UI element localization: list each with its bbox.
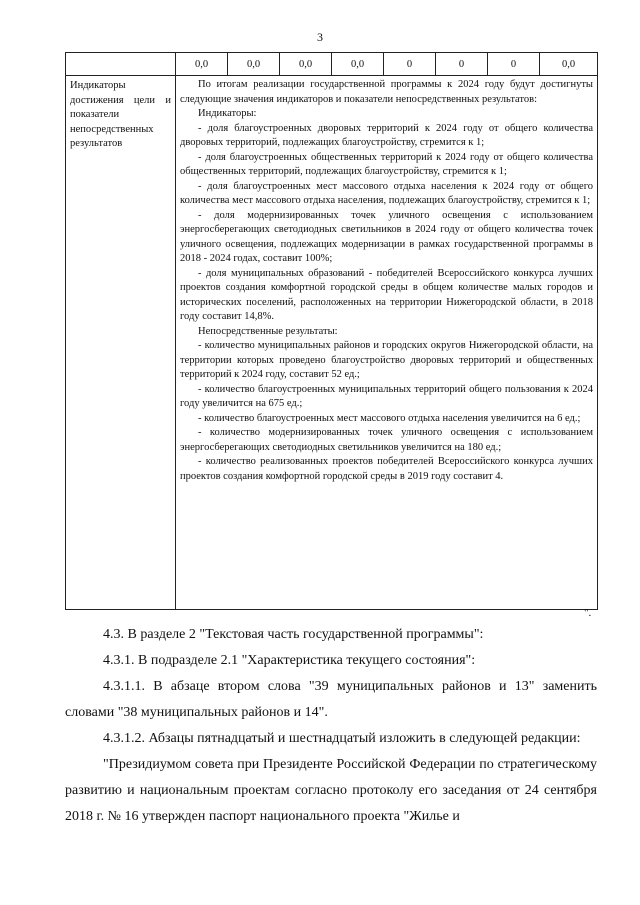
content-bullet: - количество благоустроенных муниципальных территорий общего пользования к 2024 году увеличится на 675 ед.; [180,383,593,409]
indicator-content [176,76,598,610]
page-number: 3 [317,30,323,44]
content-bullet: - доля муниципальных образований - победителей Всероссийского конкурса лучших проектов создания комфортной городской среды в общем количестве малых городов и исторических поселений, расположенных на территории Нижегородской области, в 2018 году составит 14,8%. [180,267,593,322]
body-paragraph: 4.3.1.2. Абзацы пятнадцатый и шестнадцатый изложить в следующей редакции: [103,731,581,746]
content-paragraph: По итогам реализации государственной программы к 2024 году будут достигнуты следующие значения индикаторов и показатели непосредственных результатов: [180,79,593,105]
closing-quote: ". [584,607,592,619]
content-bullet: - доля благоустроенных дворовых территорий к 2024 году от общего количества дворовых территорий, подлежащих благоустройству, стремится к 1; [180,122,593,148]
body-paragraph: 4.3.1. В подразделе 2.1 "Характеристика текущего состояния": [103,653,476,668]
content-bullet: - количество благоустроенных мест массового отдыха населения увеличится на 6 ед.; [198,412,581,424]
table-cell: 0,0 [540,53,598,76]
content-bullet: - количество муниципальных районов и городских округов Нижегородской области, на территории которых проведено благоустройство дворовых территорий и общественных территорий к 2024 году, составит 52 ед.; [180,340,593,380]
body-paragraph: 4.3.1.1. В абзаце втором слова "39 муниципальных районов и 13" заменить словами "38 муниципальных районов и 14". [65,679,597,720]
table-cell: 0 [384,53,436,76]
table-cell-empty [66,53,176,76]
indicator-label: Индикаторы достижения цели и показатели непосредственных результатов [66,76,176,610]
content-subheading: Индикаторы: [198,108,257,119]
document-body [65,622,597,830]
indicators-row [66,76,598,610]
body-paragraph: 4.3. В разделе 2 "Текстовая часть государственной программы": [103,627,484,642]
table-cell: 0,0 [176,53,228,76]
content-bullet: - доля благоустроенных общественных территорий к 2024 году от общего количества общественных территорий, подлежащих благоустройству, стремится к 1; [180,151,593,177]
table-cell: 0,0 [332,53,384,76]
content-bullet: - количество модернизированных точек уличного освещения с использованием энергосберегающих светодиодных светильников увеличится на 180 ед.; [180,427,593,453]
content-subheading: Непосредственные результаты: [198,325,338,337]
content-bullet: - доля модернизированных точек уличного освещения с использованием энергосберегающих светодиодных светильников в 2024 году от общего количества точек уличного освещения, подлежащих модернизации в рамках государственной программы в 2018 - 2024 годах, составит 100%; [180,209,593,264]
content-bullet: - количество реализованных проектов победителей Всероссийского конкурса лучших проектов создания комфортной городской среды в 2019 году составит 4. [180,456,593,482]
table-cell: 0 [436,53,488,76]
table-cell: 0 [488,53,540,76]
content-bullet: - доля благоустроенных мест массового отдыха населения к 2024 году от общего количества мест массового отдыха населения, подлежащих благоустройству, стремится к 1; [180,180,593,206]
values-row [66,53,598,76]
body-paragraph: "Президиумом совета при Президенте Российской Федерации по стратегическому развитию и национальным проектам согласно протоколу его заседания от 24 сентября 2018 г. № 16 утвержден паспорт национального проекта "Жилье и [65,757,597,824]
table-cell: 0,0 [228,53,280,76]
indicators-table [65,52,598,610]
table-cell: 0,0 [280,53,332,76]
